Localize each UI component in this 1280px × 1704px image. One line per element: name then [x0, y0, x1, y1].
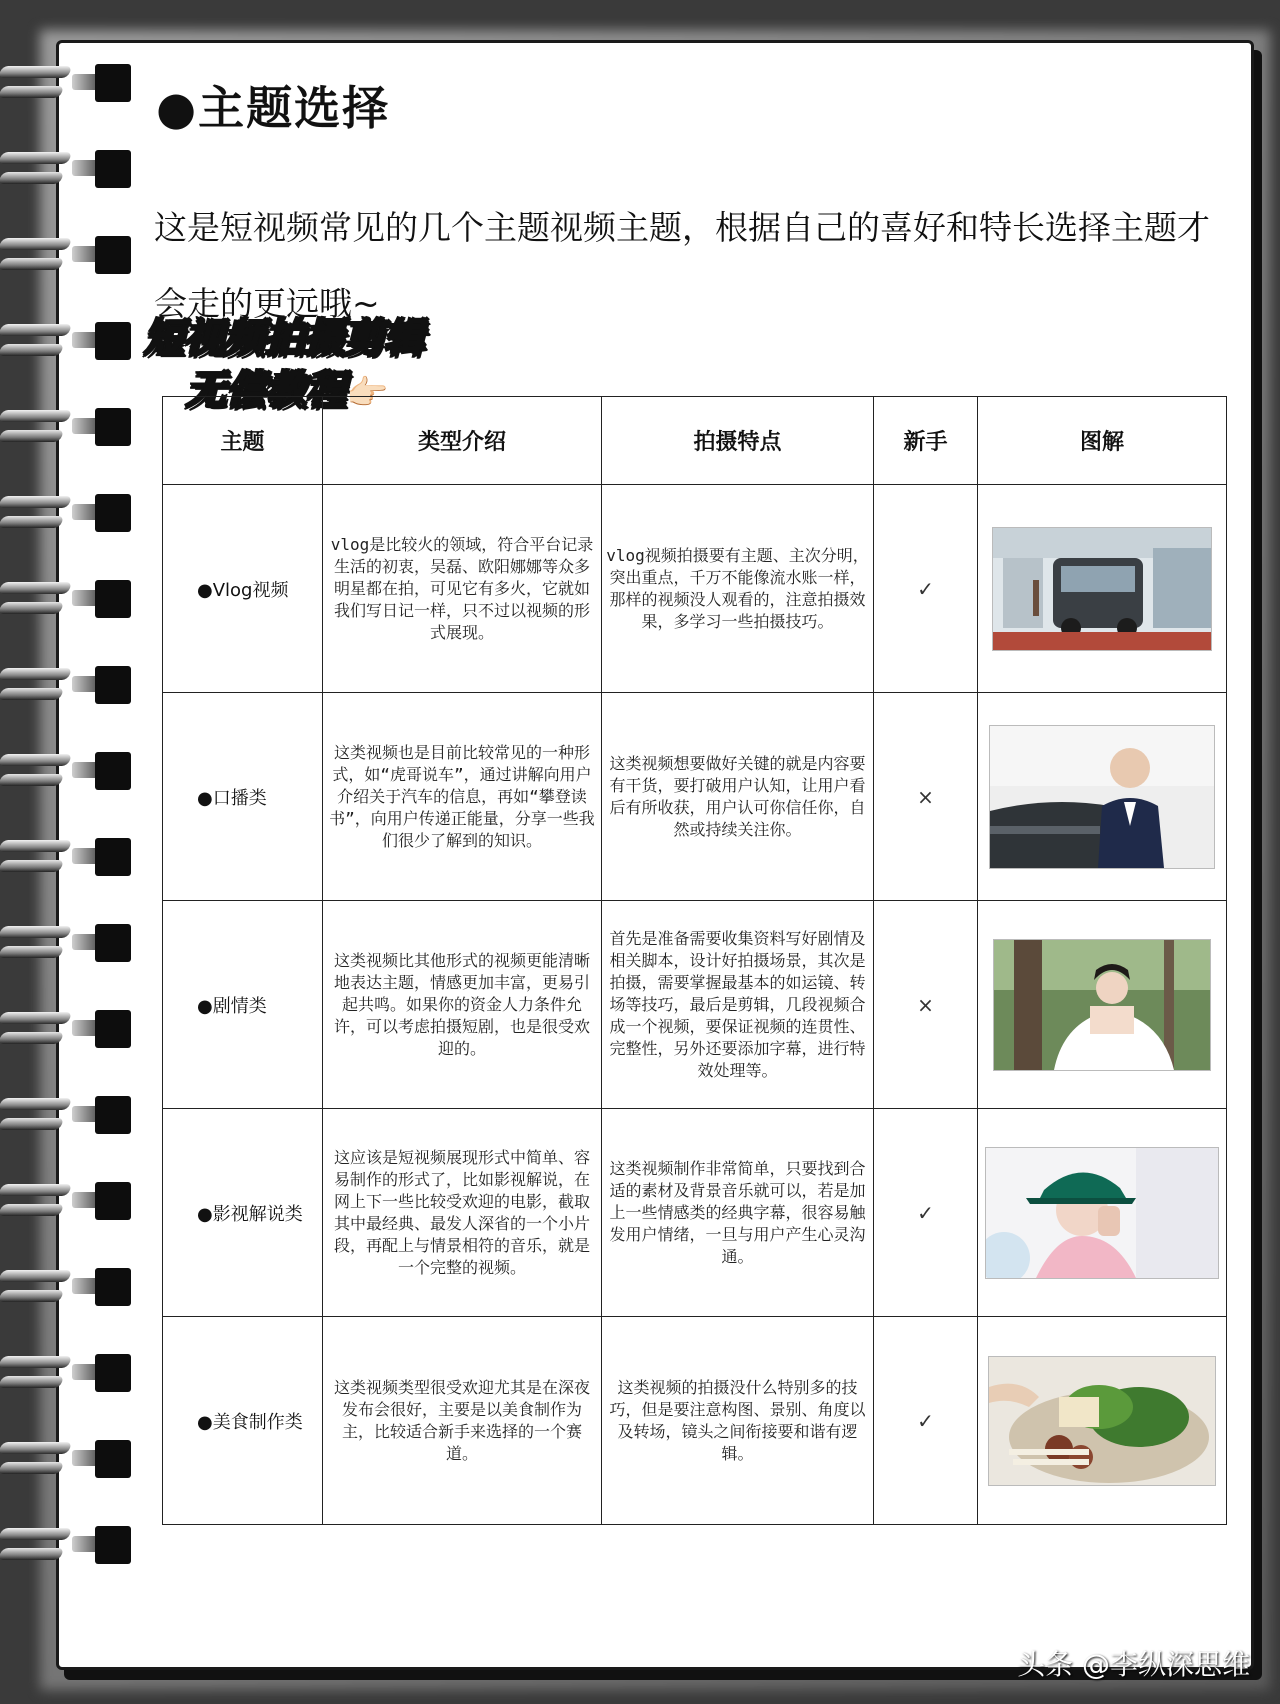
row-theme: ●Vlog视频 — [163, 485, 323, 693]
table-row — [163, 485, 1227, 693]
intro-text: 这是短视频常见的几个主题视频主题，根据自己的喜好和特长选择主题才会走的更远哦~ — [154, 208, 1210, 323]
row-image-cell — [978, 485, 1227, 693]
row-features: 这类视频制作非常简单，只要找到合适的素材及背景音乐就可以，若是加上一些情感类的经典字幕，很容易触发用户情绪，一旦与用户产生心灵沟通。 — [602, 1109, 874, 1317]
binding-ring — [0, 490, 135, 536]
binding-ring — [0, 1092, 135, 1138]
table-row — [163, 1109, 1227, 1317]
binding-ring — [0, 1006, 135, 1052]
binding-ring — [0, 146, 135, 192]
topic-table — [162, 396, 1227, 1525]
car-wash-image — [992, 527, 1212, 651]
row-features: 这类视频的拍摄没什么特别多的技巧，但是要注意构图、景别、角度以及转场，镜头之间衔接要和谐有逻辑。 — [602, 1317, 874, 1525]
binding-ring — [0, 404, 135, 450]
row-image-cell — [978, 693, 1227, 901]
binding-ring — [0, 1522, 135, 1568]
food-image — [988, 1356, 1216, 1486]
binding-ring — [0, 60, 135, 106]
row-theme: ●影视解说类 — [163, 1109, 323, 1317]
row-theme: ●美食制作类 — [163, 1317, 323, 1525]
row-intro: 这应该是短视频展现形式中简单、容易制作的形式了，比如影视解说，在网上下一些比较受欢迎的电影，截取其中最经典、最发人深省的一个小片段，再配上与情景相符的音乐，就是一个完整的视频。 — [323, 1109, 602, 1317]
binding-ring — [0, 834, 135, 880]
sticker-line-2-text: 无偿教程 — [186, 368, 346, 414]
presenter-image — [989, 725, 1215, 869]
row-intro: 这类视频也是目前比较常见的一种形式，如“虎哥说车”，通过讲解向用户介绍关于汽车的信息，再如“攀登读书”，向用户传递正能量，分享一些我们很少了解到的知识。 — [323, 693, 602, 901]
table-row — [163, 693, 1227, 901]
beginner-cross-icon: × — [874, 901, 978, 1109]
binding-ring — [0, 1350, 135, 1396]
header-features: 拍摄特点 — [602, 397, 874, 485]
row-features: vlog视频拍摄要有主题、主次分明，突出重点，千万不能像流水账一样，那样的视频没人观看的，注意拍摄效果，多学习一些拍摄技巧。 — [602, 485, 874, 693]
header-intro: 类型介绍 — [323, 397, 602, 485]
pointing-hand-icon: 👉🏻 — [346, 373, 389, 413]
spiral-binding — [0, 60, 140, 1640]
row-theme: ●口播类 — [163, 693, 323, 901]
watermark: 头条 @李纵深思维 — [1017, 1648, 1250, 1681]
row-intro: vlog是比较火的领域，符合平台记录生活的初衷，吴磊、欧阳娜娜等众多明星都在拍，可见它有多火，它就如我们写日记一样，只不过以视频的形式展现。 — [323, 485, 602, 693]
binding-ring — [0, 576, 135, 622]
beginner-check-icon: ✓ — [874, 1317, 978, 1525]
binding-ring — [0, 748, 135, 794]
binding-ring — [0, 1178, 135, 1224]
beginner-check-icon: ✓ — [874, 1109, 978, 1317]
binding-ring — [0, 1436, 135, 1482]
row-image-cell — [978, 1109, 1227, 1317]
sticker-line-1: 短视频拍摄剪辑 — [144, 316, 424, 362]
girl-cap-image — [985, 1147, 1219, 1279]
binding-ring — [0, 232, 135, 278]
page-title: ●主题选择 — [156, 81, 391, 135]
table-row — [163, 901, 1227, 1109]
header-theme: 主题 — [163, 397, 323, 485]
header-beginner: 新手 — [874, 397, 978, 485]
binding-ring — [0, 920, 135, 966]
header-image: 图解 — [978, 397, 1227, 485]
beginner-check-icon: ✓ — [874, 485, 978, 693]
row-intro: 这类视频比其他形式的视频更能清晰地表达主题，情感更加丰富，更易引起共鸣。如果你的资金人力条件允许，可以考虑拍摄短剧，也是很受欢迎的。 — [323, 901, 602, 1109]
table-row — [163, 1317, 1227, 1525]
table-header-row — [163, 397, 1227, 485]
row-image-cell — [978, 1317, 1227, 1525]
row-features: 这类视频想要做好关键的就是内容要有干货，要打破用户认知，让用户看后有所收获，用户认可你信任你，自然或持续关注你。 — [602, 693, 874, 901]
row-intro: 这类视频类型很受欢迎尤其是在深夜发布会很好，主要是以美食制作为主，比较适合新手来选择的一个赛道。 — [323, 1317, 602, 1525]
binding-ring — [0, 318, 135, 364]
bride-image — [993, 939, 1211, 1071]
binding-ring — [0, 1264, 135, 1310]
beginner-cross-icon: × — [874, 693, 978, 901]
row-features: 首先是准备需要收集资料写好剧情及相关脚本，设计好拍摄场景，其次是拍摄，需要掌握最基本的如运镜、转场等技巧，最后是剪辑，几段视频合成一个视频，要保证视频的连贯性、完整性，另外还要添加字幕，进行特效处理等。 — [602, 901, 874, 1109]
row-theme: ●剧情类 — [163, 901, 323, 1109]
row-image-cell — [978, 901, 1227, 1109]
binding-ring — [0, 662, 135, 708]
